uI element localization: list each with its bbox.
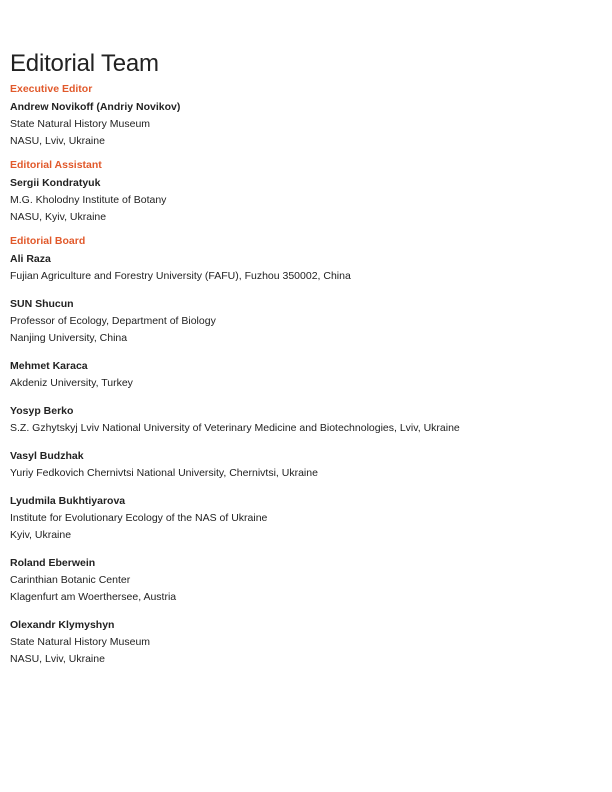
member-affiliation: Klagenfurt am Woerthersee, Austria	[10, 591, 177, 603]
section-title: Editorial Assistant	[10, 159, 102, 171]
section	[10, 157, 602, 226]
member-affiliation: State Natural History Museum	[10, 118, 151, 130]
member-affiliation: Institute for Evolutionary Ecology of the NAS of Ukraine	[10, 512, 268, 524]
member-entry	[10, 175, 602, 226]
member-name: Vasyl Budzhak	[10, 450, 84, 462]
member-entry	[10, 403, 602, 437]
section	[10, 81, 602, 150]
member-affiliation: Fujian Agriculture and Forestry University (FAFU), Fuzhou 350002, China	[10, 270, 351, 282]
member-affiliation: NASU, Lviv, Ukraine	[10, 653, 105, 665]
member-affiliation: Professor of Ecology, Department of Biology	[10, 315, 216, 327]
member-name: Lyudmila Bukhtiyarova	[10, 495, 126, 507]
section	[10, 233, 602, 668]
member-affiliation: NASU, Lviv, Ukraine	[10, 135, 105, 147]
member-affiliation: Yuriy Fedkovich Chernivtsi National University, Chernivtsi, Ukraine	[10, 467, 318, 479]
member-affiliation: Nanjing University, China	[10, 332, 128, 344]
member-entry	[10, 358, 602, 392]
member-affiliation: State Natural History Museum	[10, 636, 151, 648]
member-entry	[10, 555, 602, 606]
member-name: Olexandr Klymyshyn	[10, 619, 115, 631]
member-name: Ali Raza	[10, 253, 51, 265]
member-affiliation: NASU, Kyiv, Ukraine	[10, 211, 107, 223]
member-entry	[10, 99, 602, 150]
member-name: Andrew Novikoff (Andriy Novikov)	[10, 101, 181, 113]
member-name: Mehmet Karaca	[10, 360, 88, 372]
sections-container	[10, 81, 602, 668]
member-name: SUN Shucun	[10, 298, 74, 310]
member-name: Yosyp Berko	[10, 405, 74, 417]
member-name: Sergii Kondratyuk	[10, 177, 101, 189]
member-entry	[10, 448, 602, 482]
member-affiliation: Kyiv, Ukraine	[10, 529, 72, 541]
member-affiliation: M.G. Kholodny Institute of Botany	[10, 194, 167, 206]
section-title: Executive Editor	[10, 83, 93, 95]
member-affiliation: S.Z. Gzhytskyj Lviv National University of Veterinary Medicine and Biotechnologies, Lviv, Ukraine	[10, 422, 460, 434]
member-entry	[10, 617, 602, 668]
member-affiliation: Akdeniz University, Turkey	[10, 377, 133, 389]
section-title: Editorial Board	[10, 235, 86, 247]
member-entry	[10, 251, 602, 285]
member-entry	[10, 493, 602, 544]
page-title: Editorial Team	[10, 50, 159, 77]
member-name: Roland Eberwein	[10, 557, 96, 569]
member-affiliation: Carinthian Botanic Center	[10, 574, 131, 586]
member-entry	[10, 296, 602, 347]
